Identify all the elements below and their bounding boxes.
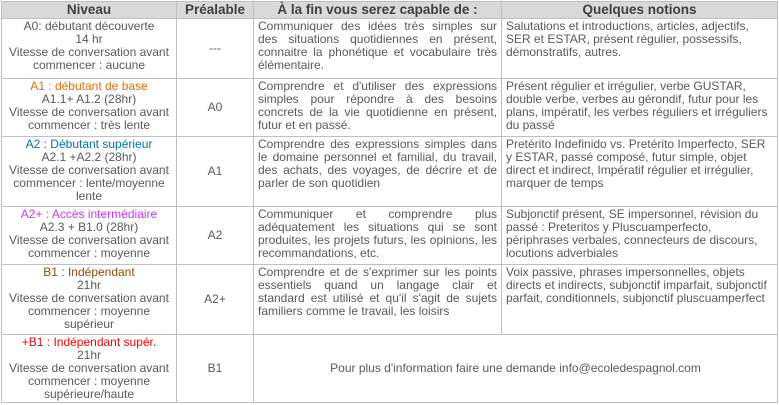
level-hours: A2.3 + B1.0 (28hr)	[39, 220, 139, 234]
table-row	[2, 19, 778, 79]
notions-cell: Salutations et introductions, articles, adjectifs, SER et ESTAR, présent régulier, possessifs, démonstratifs, autres.	[502, 19, 778, 79]
level-cell	[2, 79, 177, 137]
table-row	[2, 265, 778, 335]
table-row	[2, 207, 778, 265]
capable-cell: Communiquer et comprendre plus adéquatement les situations qui se sont produites, les projets futurs, les opinions, les recommandations, etc.	[254, 207, 502, 265]
prerequisite-cell: A1	[177, 137, 254, 207]
level-hours: 21hr	[76, 278, 102, 292]
level-cell	[2, 265, 177, 335]
level-name: A1 : débutant de base	[30, 79, 148, 93]
capable-cell: Comprendre et d'utiliser des expressions simples pour répondre à des besoins concrets de la vie quotidienne en présent, futur et en passé.	[254, 79, 502, 137]
capable-cell: Communiquer des idées très simples sur des situations quotidiennes en présent, connaitre la phonétique et vocabulaire très élémentaire.	[254, 19, 502, 79]
more-info-cell: Pour plus d'information faire une demande info@ecoledespagnol.com	[254, 335, 778, 403]
speed-label: Vitesse de conversation avant commencer : moyenne supérieure/haute	[9, 361, 169, 401]
speed-label: Vitesse de conversation avant commencer : lente/moyenne lente	[9, 163, 169, 203]
notions-cell: Voix passive, phrases impersonnelles, objets directs et indirects, subjonctif imparfait, subjonctif parfait, conditionnels, subjonctif pluscuamperfect	[502, 265, 778, 335]
level-cell	[2, 207, 177, 265]
notions-cell: Pretérito Indefinido vs. Pretérito Imperfecto, SER y ESTAR, passé composé, futur simple, objet direct et indirect, Impératif régulier et irrégulier, marquer de temps	[502, 137, 778, 207]
level-hours: A1.1+ A1.2 (28hr)	[41, 92, 137, 106]
header-capable: À la fin vous serez capable de :	[254, 2, 502, 19]
prerequisite-cell: A2	[177, 207, 254, 265]
header-niveau: Niveau	[2, 2, 177, 19]
level-cell	[2, 335, 177, 403]
capable-cell: Comprendre et de s'exprimer sur les points essentiels quand un langage clair et standard est utilisé et qu'il s'agit de sujets familiers comme le travail, les loisirs	[254, 265, 502, 335]
table-row	[2, 137, 778, 207]
level-name: +B1 : Indépendant supér.	[21, 335, 157, 349]
level-cell	[2, 19, 177, 79]
level-hours: A2.1 +A2.2 (28hr)	[41, 150, 137, 164]
speed-label: Vitesse de conversation avant commencer : aucune	[9, 45, 169, 72]
header-notions: Quelques notions	[502, 2, 778, 19]
table-row	[2, 335, 778, 403]
prerequisite-cell: B1	[177, 335, 254, 403]
prerequisite-cell: A2+	[177, 265, 254, 335]
header-row	[2, 2, 778, 19]
level-name: B1 : Indépendant	[43, 265, 135, 279]
capable-cell: Comprendre des expressions simples dans le domaine personnel et familial, du travail, des achats, des voyages, de décrire et de parler de son quotidien	[254, 137, 502, 207]
speed-label: Vitesse de conversation avant commencer : très lente	[9, 105, 169, 132]
table-row	[2, 79, 778, 137]
notions-cell: Présent régulier et irrégulier, verbe GUSTAR, double verbe, verbes au gérondif, futur pour les plans, impératif, les verbes réguliers et irréguliers du passé	[502, 79, 778, 137]
speed-label: Vitesse de conversation avant commencer : moyenne	[9, 233, 169, 260]
header-prealable: Préalable	[177, 2, 254, 19]
speed-label: Vitesse de conversation avant commencer : moyenne supérieur	[9, 291, 169, 331]
level-hours: 14 hr	[75, 32, 103, 46]
level-hours: 21hr	[76, 348, 102, 362]
prerequisite-cell: ---	[177, 19, 254, 79]
level-name: A0: débutant découverte	[23, 19, 155, 33]
course-levels-table	[1, 1, 778, 403]
level-name: A2 : Débutant supérieur	[25, 137, 153, 151]
prerequisite-cell: A0	[177, 79, 254, 137]
notions-cell: Subjonctif présent, SE impersonnel, révision du passé : Preteritos y Pluscuamperfecto, périphrases verbales, connecteurs de discours, locutions adverbiales	[502, 207, 778, 265]
level-cell	[2, 137, 177, 207]
level-name: A2+ : Accès intermédiaire	[20, 207, 158, 221]
